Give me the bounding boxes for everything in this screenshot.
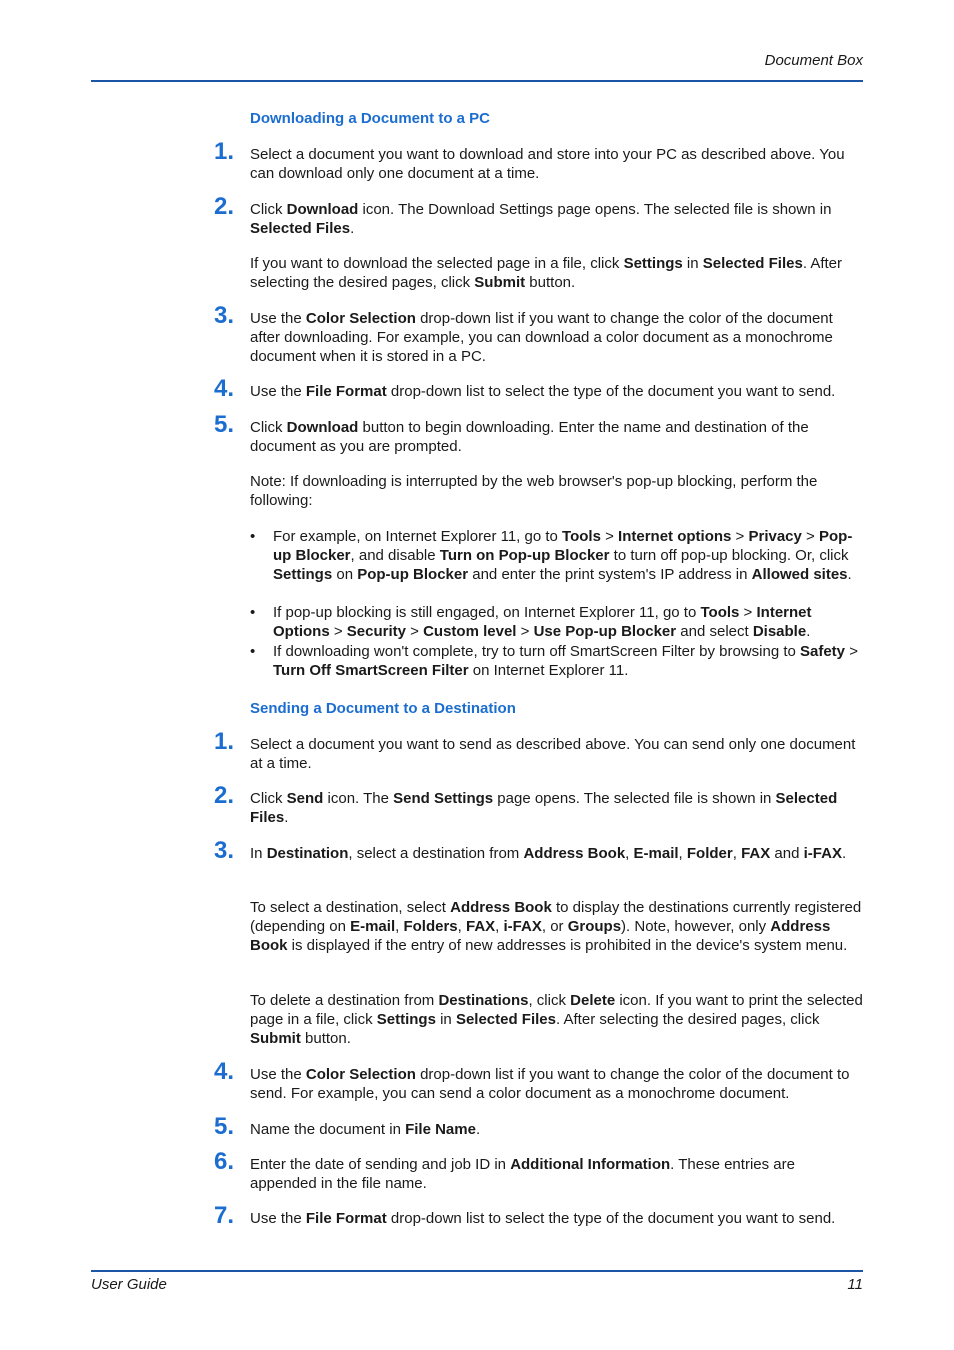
step-number: 7. <box>214 1202 235 1229</box>
step-subparagraph: To delete a destination from Destinations, click Delete icon. If you want to print the selected page in a file, click Settings in Selected Files. After selecting the desired pages, click Submit button. <box>250 992 863 1047</box>
step-text: Enter the date of sending and job ID in Additional Information. These entries are appended in the file name. <box>250 1156 795 1192</box>
step-number: 6. <box>214 1148 235 1175</box>
bullet-marker: • <box>250 528 256 545</box>
step-number: 1. <box>214 138 235 165</box>
step-text: Name the document in File Name. <box>250 1121 481 1138</box>
step-text: Click Send icon. The Send Settings page opens. The selected file is shown in Selected Files. <box>250 790 838 826</box>
step-number: 1. <box>214 728 235 755</box>
step-number: 4. <box>214 375 235 402</box>
section-heading-downloading: Downloading a Document to a PC <box>250 110 491 127</box>
step-subparagraph: If you want to download the selected page in a file, click Settings in Selected Files. After selecting the desired pages, click Submit button. <box>250 255 843 291</box>
header-rule <box>91 80 863 82</box>
step-number: 3. <box>214 837 235 864</box>
bullet-item: If pop-up blocking is still engaged, on Internet Explorer 11, go to Tools > Internet Options > Security > Custom level > Use Pop-up Blocker and select Disable. <box>273 604 812 640</box>
step-subparagraph: To select a destination, select Address Book to display the destinations currently registered (depending on E-mail, Folders, FAX, i-FAX, or Groups). Note, however, only Address Book is displayed if the entry of new addresses is prohibited in the device's system menu. <box>250 899 862 954</box>
running-header-title: Document Box <box>764 52 863 69</box>
step-number: 2. <box>214 782 235 809</box>
step-number: 4. <box>214 1058 235 1085</box>
bullet-item: For example, on Internet Explorer 11, go to Tools > Internet options > Privacy > Pop-up Blocker, and disable Turn on Pop-up Blocker to turn off pop-up blocking. Or, click Settings on Pop-up Blocker and enter the print system's IP address in Allowed sites. <box>273 528 853 583</box>
footer-guide-title: User Guide <box>91 1276 167 1293</box>
note-paragraph: Note: If downloading is interrupted by the web browser's pop-up blocking, perform the following: <box>250 473 818 509</box>
bullet-item: If downloading won't complete, try to turn off SmartScreen Filter by browsing to Safety > Turn Off SmartScreen Filter on Internet Explorer 11. <box>273 643 858 679</box>
bullet-marker: • <box>250 604 256 621</box>
step-text: Use the File Format drop-down list to select the type of the document you want to send. <box>250 1210 836 1227</box>
step-number: 3. <box>214 302 235 329</box>
footer-rule <box>91 1270 863 1272</box>
page-number: 11 <box>847 1276 863 1293</box>
bullet-marker: • <box>250 643 256 660</box>
step-text: In Destination, select a destination from Address Book, E-mail, Folder, FAX and i-FAX. <box>250 845 847 862</box>
step-number: 5. <box>214 411 235 438</box>
step-text: Select a document you want to download and store into your PC as described above. You can download only one document at a time. <box>250 146 845 182</box>
step-text: Use the Color Selection drop-down list if you want to change the color of the document to send. For example, you can send a color document as a monochrome document. <box>250 1066 850 1102</box>
step-number: 5. <box>214 1113 235 1140</box>
step-text: Click Download button to begin downloading. Enter the name and destination of the document as you are prompted. <box>250 419 809 455</box>
step-text: Use the Color Selection drop-down list if you want to change the color of the document after downloading. For example, you can download a color document as a monochrome document when it is stored in a PC. <box>250 310 833 365</box>
section-heading-sending: Sending a Document to a Destination <box>250 700 516 717</box>
step-text: Use the File Format drop-down list to select the type of the document you want to send. <box>250 383 836 400</box>
step-text: Select a document you want to send as described above. You can send only one document at a time. <box>250 736 856 772</box>
step-number: 2. <box>214 193 235 220</box>
step-text: Click Download icon. The Download Settings page opens. The selected file is shown in Selected Files. <box>250 201 832 237</box>
